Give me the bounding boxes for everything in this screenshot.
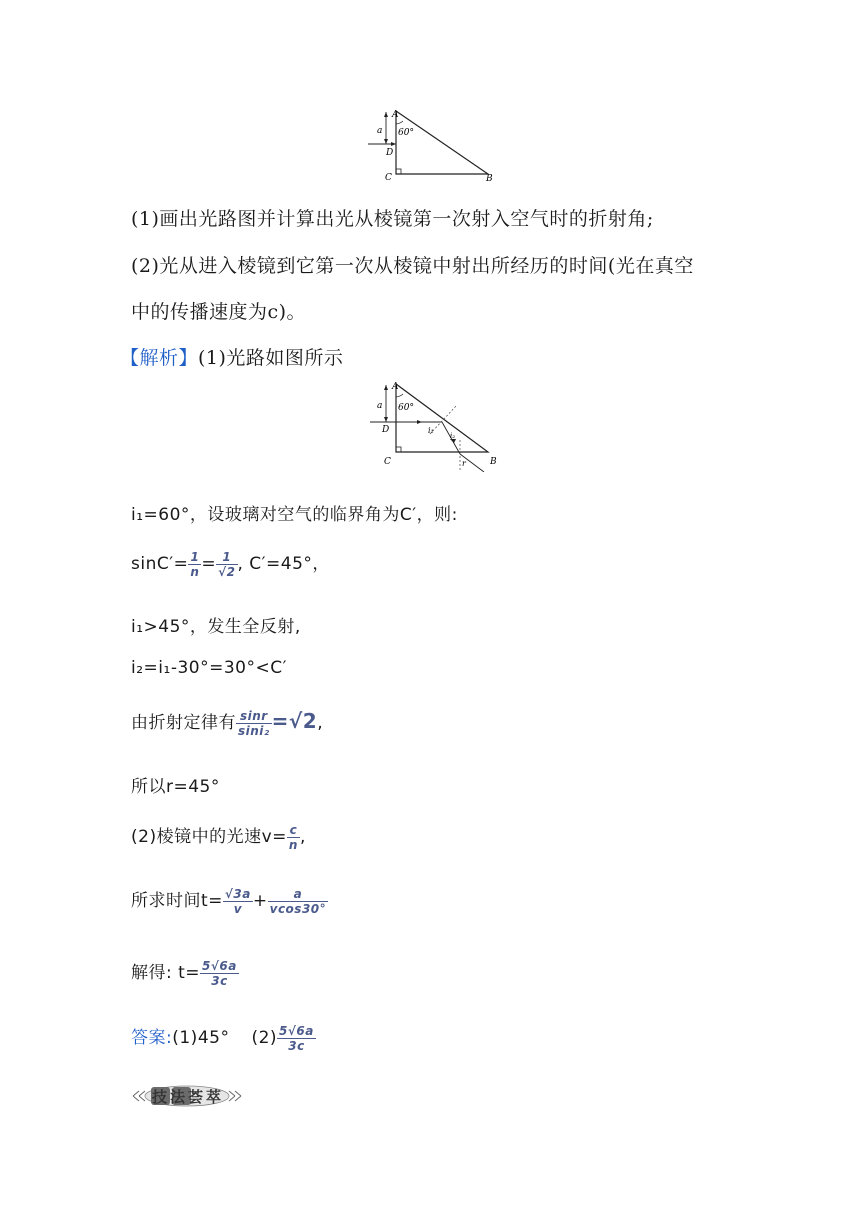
step-8-prefix: 所求时间t=: [131, 891, 223, 911]
frac-num: √3a: [224, 886, 251, 901]
fraction-result: [200, 959, 239, 988]
answer-fraction: [277, 1024, 316, 1053]
frac-num: a: [268, 887, 329, 902]
answer-label: 答案:: [131, 1028, 173, 1048]
step-6: 所以r=45°: [131, 777, 220, 797]
step-7-suffix: ,: [299, 827, 306, 847]
question-part-2-line-2: 中的传播速度为c)。: [131, 301, 307, 323]
fraction-1-over-n: [188, 550, 201, 579]
step-8: [131, 886, 328, 916]
technique-banner: [131, 1084, 243, 1108]
analysis-label: 【解析】: [120, 347, 199, 369]
prism-figure-1: [360, 106, 510, 186]
equals: =: [201, 554, 217, 574]
label-angle: 60°: [398, 403, 414, 413]
label-B: B: [486, 174, 493, 184]
frac-den: sini₂: [238, 723, 270, 738]
fraction-c-over-n: [287, 823, 300, 852]
frac-num: sinr: [236, 709, 272, 724]
step-9: [131, 958, 239, 988]
step-2: [131, 549, 330, 579]
frac-num: 5√6a: [202, 958, 237, 973]
label-A: A: [392, 382, 399, 392]
label-a: a: [377, 401, 383, 411]
frac-num: c: [287, 823, 300, 838]
label-C: C: [384, 457, 391, 467]
step-7-prefix: (2)棱镜中的光速v=: [131, 827, 287, 847]
step-5-prefix: 由折射定律有: [131, 713, 236, 733]
step-7: [131, 822, 306, 852]
step-5-suffix: ,: [317, 713, 324, 733]
equals-sqrt2: =√2: [271, 709, 318, 733]
fraction-1-over-sqrt2: [216, 550, 237, 579]
fraction-sqrt3a-over-v: [223, 887, 253, 916]
frac-num: 1: [188, 550, 201, 565]
label-r: r: [462, 459, 466, 468]
frac-den: n: [288, 837, 298, 852]
step-2-suffix: , C′=45°，: [237, 554, 330, 574]
answer-part-2-prefix: (2): [251, 1028, 278, 1048]
banner-text: 技法荟萃: [152, 1088, 225, 1106]
label-i1: i₁: [428, 426, 434, 435]
frac-den: 3c: [211, 973, 228, 988]
step-3: i₁>45°，发生全反射,: [131, 617, 301, 637]
label-D: D: [382, 425, 390, 435]
frac-num: 1: [216, 550, 237, 565]
label-B: B: [490, 457, 497, 467]
frac-den: n: [190, 564, 200, 579]
step-9-prefix: 解得: t=: [131, 963, 201, 983]
question-part-1: (1)画出光路图并计算出光从棱镜第一次射入空气时的折射角;: [131, 208, 654, 230]
step-5: [131, 708, 323, 738]
step-4: i₂=i₁-30°=30°<C′: [131, 658, 287, 678]
label-angle: 60°: [398, 128, 414, 138]
label-A: A: [392, 110, 399, 120]
question-part-2-line-1: (2)光从进入棱镜到它第一次从棱镜中射出所经历的时间(光在真空: [131, 255, 694, 277]
step-2-prefix: sinC′=: [131, 554, 189, 574]
label-a: a: [377, 126, 383, 136]
frac-den: vcos30°: [269, 901, 327, 916]
frac-num: 5√6a: [279, 1023, 314, 1038]
label-D: D: [386, 148, 394, 158]
step-1: i₁=60°，设玻璃对空气的临界角为C′，则:: [131, 505, 458, 525]
plus: +: [252, 891, 268, 911]
analysis-heading: [120, 343, 343, 370]
fraction-sinr-over-sini2: [236, 709, 272, 738]
label-i2: i₂: [450, 432, 456, 440]
label-C: C: [385, 173, 392, 183]
frac-den: √2: [218, 564, 236, 579]
prism-figure-2: [360, 376, 510, 472]
frac-den: v: [233, 901, 243, 916]
answer-part-1: (1)45°: [172, 1028, 230, 1048]
frac-den: 3c: [288, 1038, 305, 1053]
analysis-intro: (1)光路如图所示: [198, 347, 344, 369]
answer-line: [131, 1023, 316, 1053]
fraction-a-over-vcos30: [268, 887, 329, 916]
